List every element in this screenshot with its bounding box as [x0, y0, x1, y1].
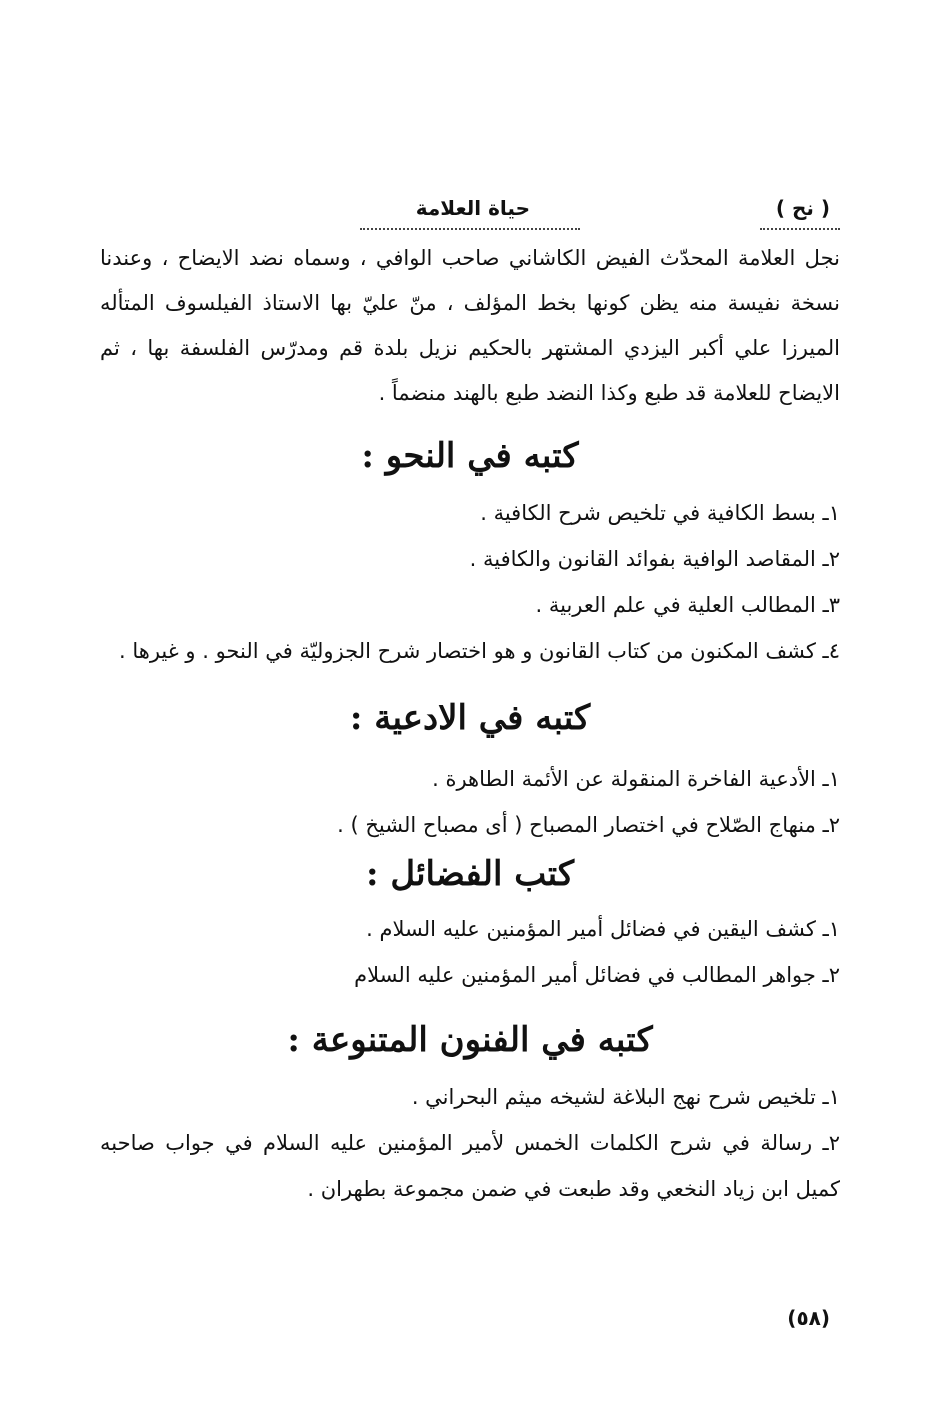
supplications-book-list: [100, 756, 840, 848]
list-item: ٢ـ جواهر المطالب في فضائل أمير المؤمنين عليه السلام: [354, 963, 840, 987]
header-page-code: ( نح ): [775, 196, 830, 220]
section-heading-miscellaneous: كتبه في الفنون المتنوعة :: [287, 1020, 653, 1060]
header-dotted-rule: [360, 228, 580, 230]
section-heading-virtues: كتب الفضائل :: [365, 854, 575, 894]
running-header: [100, 190, 840, 236]
intro-paragraph: نجل العلامة المحدّث الفيض الكاشاني صاحب الوافي ، وسماه نضد الايضاح ، وعندنا نسخة نفيسة منه يظن كونها بخط المؤلف ، منّ عليّ بها الاستاذ الفيلسوف المتأله الميرزا علي أكبر اليزدي المشتهر بالحكيم نزيل بلدة قم ومدرّس الفلسفة بها ، ثم الايضاح للعلامة قد طبع وكذا النضد طبع بالهند منضماً .: [100, 246, 840, 405]
book-page: [100, 190, 840, 1350]
header-dotted-rule: [760, 228, 840, 230]
grammar-book-list: [100, 490, 840, 674]
virtues-book-list: [100, 906, 840, 998]
list-item: ٢ـ المقاصد الوافية بفوائد القانون والكافية .: [469, 547, 840, 571]
section-heading-grammar: كتبه في النحو :: [361, 436, 579, 476]
miscellaneous-book-list: [100, 1074, 840, 1212]
list-item: ٣ـ المطالب العلية في علم العربية .: [535, 593, 840, 617]
list-item: ١ـ كشف اليقين في فضائل أمير المؤمنين عليه السلام .: [366, 917, 840, 941]
header-book-title: حياة العلامة: [415, 196, 530, 220]
list-item: ١ـ الأدعية الفاخرة المنقولة عن الأئمة الطاهرة .: [432, 767, 840, 791]
section-heading-supplications: كتبه في الادعية :: [349, 698, 591, 738]
list-item: ٤ـ كشف المكنون من كتاب القانون و هو اختصار شرح الجزوليّة في النحو . و غيرها .: [119, 639, 840, 663]
list-item: ٢ـ رسالة في شرح الكلمات الخمس لأمير المؤمنين عليه السلام في جواب صاحبه كميل ابن زياد النخعي وقد طبعت في ضمن مجموعة بطهران .: [100, 1131, 840, 1201]
page-number: (٥٨): [787, 1306, 830, 1330]
list-item: ١ـ تلخيص شرح نهج البلاغة لشيخه ميثم البحراني .: [411, 1085, 840, 1109]
list-item: ١ـ بسط الكافية في تلخيص شرح الكافية .: [480, 501, 840, 525]
list-item: ٢ـ منهاج الصّلاح في اختصار المصباح ( أى مصباح الشيخ ) .: [337, 813, 840, 837]
